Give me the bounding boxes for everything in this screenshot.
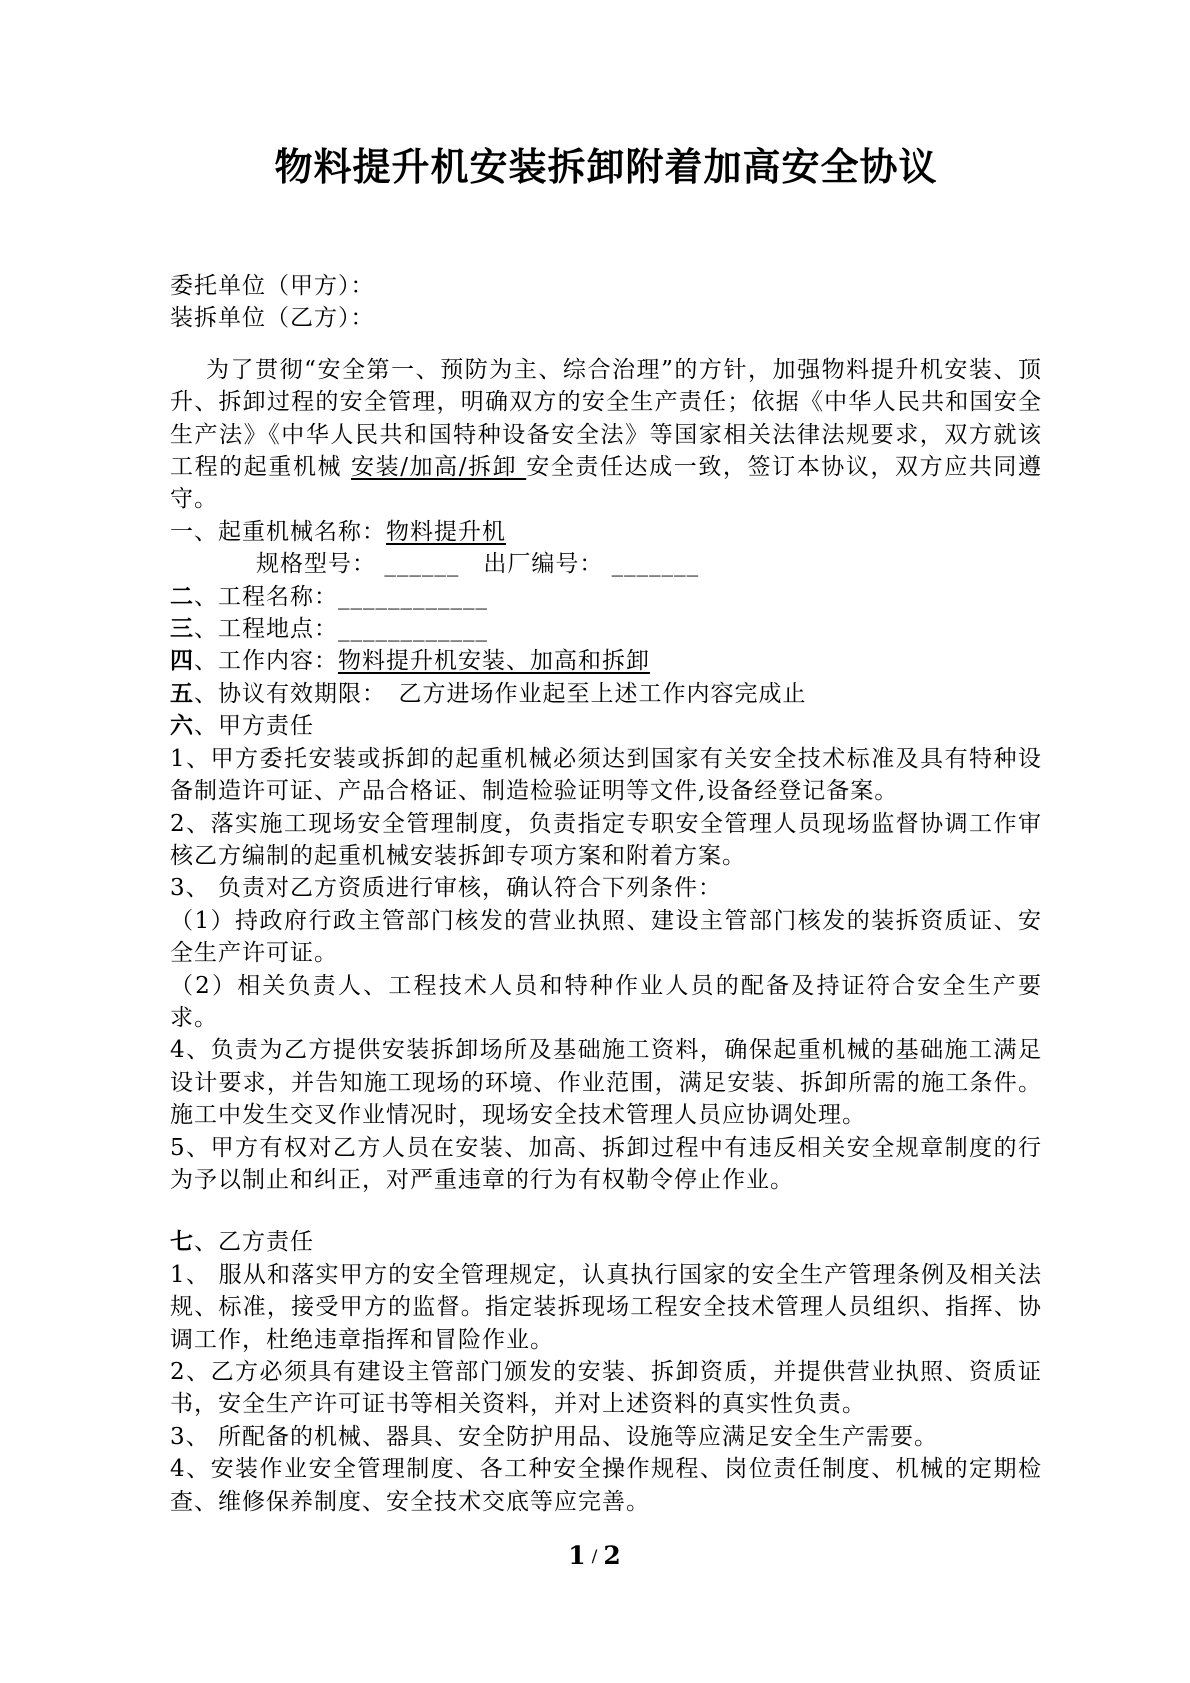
party-b-duty-2 — [170, 1356, 1042, 1421]
item-6-heading-party-a-duty — [170, 710, 1042, 742]
text-segment: 、协议有效期限： 乙方进场作业起至上述工作内容完成止 — [194, 680, 807, 707]
text-segment: 1、 服从和落实甲方的安全管理规定，认真执行国家的安全生产管理条例及相关法规、标准，接受甲方的监督。指定装拆现场工程安全技术管理人员组织、指挥、协调工作，杜绝违章指挥和冒险作业。 — [170, 1261, 1042, 1353]
text-segment: 安装/加高/拆卸 — [351, 454, 527, 481]
party-a-duty-2 — [170, 808, 1042, 873]
text-segment: （2）相关负责人、工程技术人员和特种作业人员的配备及持证符合安全生产要求。 — [170, 972, 1042, 1031]
text-segment: 、工作内容： — [194, 648, 338, 675]
document-title: 物料提升机安装拆卸附着加高安全协议 — [274, 144, 938, 189]
item-1-spec-model — [170, 548, 1042, 580]
text-segment: 为了贯彻“安全第一、预防为主、综合治理”的方针，加强物料提升机安装、顶升、拆卸过程的安全管理，明确双方的安全生产责任；依据《中华人民共和国安全生产法》《中华人民共和国特种设备安全法》等国家相关法律法规要求，双方就该工程的起重机械 — [170, 356, 1042, 481]
text-segment: ____________ — [338, 583, 488, 610]
text-segment: 委托单位（甲方）： — [170, 273, 375, 299]
text-segment: 二 — [170, 582, 194, 610]
text-segment: 安全责任达成一致，签订本协议，双方应共同遵守。 — [170, 454, 1043, 513]
party-a-duty-3 — [170, 872, 1042, 904]
text-segment: 2、落实施工现场安全管理制度，负责指定专职安全管理人员现场监督协调工作审核乙方编制的起重机械安装拆卸专项方案和附着方案。 — [170, 810, 1042, 869]
party-b-duty-1 — [170, 1259, 1042, 1356]
text-segment: 、工程名称： — [194, 583, 338, 610]
spacer — [170, 1196, 1042, 1226]
party-b-duty-3 — [170, 1421, 1042, 1453]
document-content — [170, 138, 1042, 1518]
text-segment: 1、甲方委托安装或拆卸的起重机械必须达到国家有关安全技术标准及具有特种设备制造许可证、产品合格证、制造检验证明等文件,设备经登记备案。 — [170, 745, 1042, 805]
text-segment: （1）持政府行政主管部门核发的营业执照、建设主管部门核发的装拆资质证、安全生产许可证。 — [170, 907, 1042, 967]
item-1-machine-name — [170, 516, 1042, 548]
party-a-duty-4 — [170, 1034, 1042, 1131]
text-segment: 、甲方责任 — [194, 713, 314, 740]
text-segment: ____________ — [338, 616, 488, 643]
text-segment: _______ — [611, 551, 700, 578]
text-segment: 四 — [170, 647, 194, 675]
item-2-project-name — [170, 581, 1042, 613]
party-a-duty-1 — [170, 743, 1042, 808]
text-segment: 三 — [170, 615, 194, 643]
text-segment: 4、负责为乙方提供安装拆卸场所及基础施工资料，确保起重机械的基础施工满足设计要求，并告知施工现场的环境、作业范围，满足安装、拆卸所需的施工条件。施工中发生交叉作业情况时，现场安全技术管理人员应协调处理。 — [170, 1037, 1042, 1129]
text-segment: 六 — [170, 712, 194, 740]
text-segment: 物料提升机安装、加高和拆卸 — [338, 648, 650, 675]
text-segment: 5、甲方有权对乙方人员在安装、加高、拆卸过程中有违反相关安全规章制度的行为予以制止和纠正，对严重违章的行为有权勒令停止作业。 — [170, 1134, 1042, 1193]
text-segment: 、乙方责任 — [194, 1229, 314, 1256]
text-segment: 五 — [170, 679, 194, 707]
party-b-duty-4 — [170, 1453, 1042, 1518]
text-segment: 规格型号： — [256, 551, 385, 578]
text-segment: 装拆单位（乙方）： — [170, 305, 375, 332]
text-segment: ______ — [384, 551, 460, 578]
party-line-a — [170, 270, 1042, 302]
party-a-duty-3-sub-1 — [170, 905, 1042, 970]
party-a-duty-5 — [170, 1132, 1042, 1197]
preamble-paragraph — [170, 354, 1042, 516]
spacer — [170, 335, 1042, 354]
page-number-current: 1 — [568, 1541, 587, 1570]
party-line-b — [170, 302, 1042, 334]
text-segment: 七 — [170, 1228, 194, 1256]
text-segment: 4、安装作业安全管理制度、各工种安全操作规程、岗位责任制度、机械的定期检查、维修保养制度、安全技术交底等应完善。 — [170, 1456, 1042, 1515]
party-a-duty-3-sub-2 — [170, 970, 1042, 1035]
item-4-work-content — [170, 645, 1042, 677]
text-segment: 物料提升机 — [386, 518, 506, 545]
page-number-separator: / — [591, 1547, 599, 1567]
page-number — [0, 1541, 1190, 1570]
document-body — [170, 270, 1042, 1518]
text-segment: 3、 负责对乙方资质进行审核，确认符合下列条件： — [170, 875, 722, 902]
item-7-heading-party-b-duty — [170, 1226, 1042, 1258]
page-number-total: 2 — [603, 1541, 622, 1570]
item-3-project-site — [170, 613, 1042, 645]
text-segment: 3、 所配备的机械、器具、安全防护用品、设施等应满足安全生产需要。 — [170, 1423, 938, 1450]
text-segment: 、工程地点： — [194, 616, 338, 643]
text-segment: 一、起重机械名称： — [170, 518, 386, 545]
item-5-validity — [170, 678, 1042, 710]
text-segment: 2、乙方必须具有建设主管部门颁发的安装、拆卸资质，并提供营业执照、资质证书，安全生产许可证书等相关资料，并对上述资料的真实性负责。 — [170, 1359, 1042, 1418]
text-segment: 出厂编号： — [459, 551, 612, 578]
